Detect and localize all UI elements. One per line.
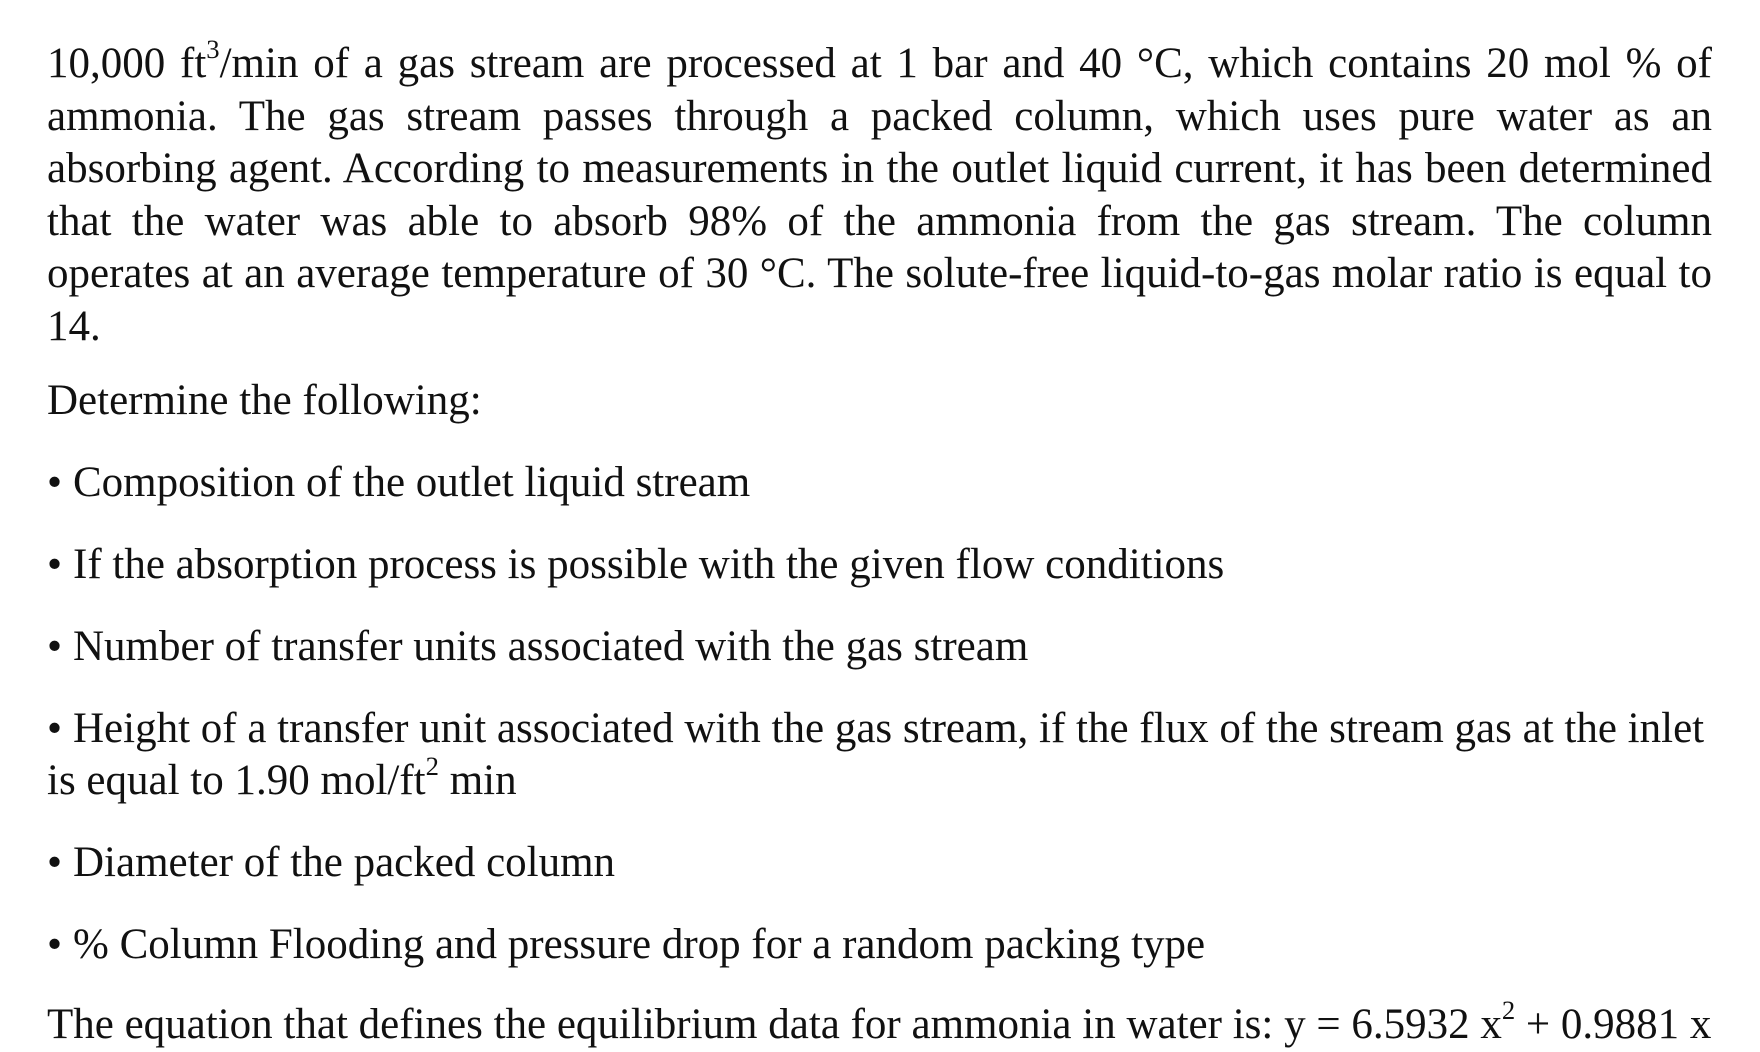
equilibrium-equation [47, 994, 1712, 1051]
problem-document [47, 33, 1712, 1051]
bullet-icon: • [47, 705, 63, 752]
bullet-icon: • [47, 459, 63, 506]
equation-exponent: 2 [1501, 994, 1516, 1025]
problem-statement [47, 33, 1712, 353]
list-item [47, 539, 1712, 591]
list-item [47, 457, 1712, 509]
task-lead-in: Determine the following: [47, 377, 482, 424]
list-item-text: Number of transfer units associated with the gas stream [73, 623, 1029, 670]
list-item-text: Height of a transfer unit associated with the gas stream, if the flux of the stream gas at the inlet is equal to 1.90 mol/ft [47, 705, 1705, 804]
list-item-text-tail: min [438, 757, 517, 804]
list-item-text: If the absorption process is possible with the given flow conditions [73, 541, 1225, 588]
list-item-text: % Column Flooding and pressure drop for a random packing type [73, 921, 1206, 968]
bullet-icon: • [47, 623, 63, 670]
squared-superscript: 2 [425, 750, 439, 781]
equation-suffix: + 0.9881 x [1515, 1001, 1712, 1048]
list-item-text: Diameter of the packed column [73, 839, 616, 886]
cubic-superscript: 3 [206, 33, 220, 64]
list-item [47, 919, 1712, 971]
list-item [47, 837, 1712, 889]
equation-prefix: The equation that defines the equilibrium data for ammonia in water is: y = 6.5932 x [47, 1001, 1502, 1048]
bullet-icon: • [47, 541, 63, 588]
intro-text-rest: /min of a gas stream are processed at 1 bar and 40 °C, which contains 20 mol % of ammonia. The gas stream passes through a packed column, which uses pure water as an absorbing agent. According to measurements in the outlet liquid current, it has been determined that the water was able to absorb 98% of the ammonia from the gas stream. The column operates at an average temperature of 30 °C. The solute-free liquid-to-gas molar ratio is equal to 14. [47, 40, 1712, 350]
list-item [47, 703, 1712, 807]
bullet-icon: • [47, 839, 63, 886]
list-item [47, 621, 1712, 673]
list-item-text: Composition of the outlet liquid stream [73, 459, 751, 506]
bullet-icon: • [47, 921, 63, 968]
intro-text-start: 10,000 ft [47, 40, 207, 87]
task-list [47, 457, 1712, 971]
